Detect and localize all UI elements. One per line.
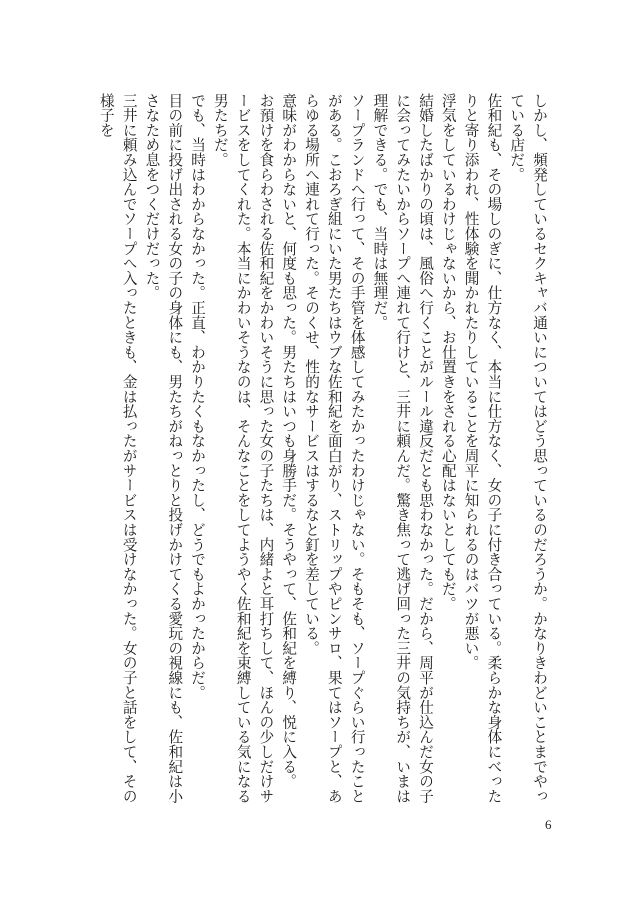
paragraph: でも、当時はわからなかった。正直、わかりたくもなかったし、どうでもよかったからだ。 [189, 93, 207, 700]
paragraph: お預けを食らわされる佐和紀をかわいそうに思った女の子たちは、内緒よと耳打ちして、ほんの少しだけサービスをしてくれた。本当にかわいそうなのは、そんなことをしてようやく佐和紀を束縛している気になる男たちだ。 [211, 93, 275, 804]
paragraph: 結婚したばかりの頃は、風俗へ行くことがルール違反だとも思わなかった。だから、周平が仕込んだ女の子に会ってみたいからソープへ連れて行けと、三井に頼んだ。驚き焦って逃げ回った三井の気持ちが、いまは理解できる。でも、当時は無理だ。 [371, 93, 435, 804]
paragraph: 目の前に投げ出される女の子の身体にも、男たちがねっとりと投げかけてくる愛玩の視線にも、佐和紀は小さなため息をつくだけだった。 [143, 93, 184, 804]
paragraph: 佐和紀も、その場しのぎに、仕方なく、本当に仕方なく、女の子に付き合っている。柔らかな身体にべったりと寄り添われ、性体験を聞かれたりしていることを周平に知られるのはバツが悪い。 [462, 93, 503, 804]
vertical-text-body [97, 93, 550, 818]
page-number: 6 [545, 817, 552, 832]
paragraph: しかし、頻発しているセクキャバ通いについてはどう思っているのだろうか。かなりきわどいことまでやっている店だ。 [508, 93, 548, 804]
paragraph: 三井に頼み込んでソープへ入ったときも、金は払ったがサービスは受けなかった。女の子と話をして、その様子を [97, 93, 138, 804]
paragraph: 浮気をしているわけじゃないから、お仕置きをされる心配はないとしてもだ。 [439, 93, 457, 611]
paragraph: 意味がわからないと、何度も思った。男たちはいつも身勝手だ。そうやって、佐和紀を縛り、悦に入る。 [280, 93, 298, 789]
paragraph: ソープランドへ行って、その手管を体感してみたかったわけじゃない。そもそも、ソープぐらい行ったことがある。こおろぎ組にいた男たちはウブな佐和紀を面白がり、ストリップやピンサロ、果てはソープと、あらゆる場所へ連れて行った。そのくせ、性的なサービスはするなと釘を差している。 [303, 93, 366, 804]
